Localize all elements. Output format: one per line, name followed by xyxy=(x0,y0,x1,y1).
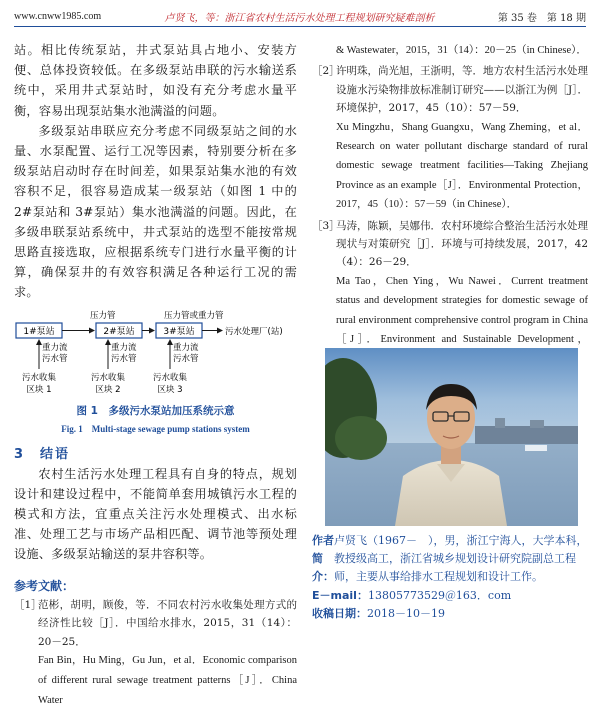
collection-area-2-sub: 区块 2 xyxy=(95,384,121,395)
reference-item xyxy=(14,596,297,710)
author-bio xyxy=(312,532,588,623)
reference-en: & Wastewater，2015，31（14）：20－25（in Chinese）． xyxy=(336,45,587,56)
reference-en: Ma Tao，Chen Ying，Wu Nawei．Current treatment status and development strategies for domestic sewage of rural environment comprehensive control program in China［J］．Environment and Sustainable Development， xyxy=(336,275,588,346)
reference-number: ［2］ xyxy=(312,65,340,78)
received-date-line xyxy=(312,605,588,623)
volume-issue: 第 35 卷 第 18 期 xyxy=(497,12,586,24)
pump-station-1-label: 1#泵站 xyxy=(23,326,55,337)
collection-area-2-label: 污水收集 xyxy=(90,372,126,383)
author-photo xyxy=(325,348,578,526)
reference-item xyxy=(312,42,588,60)
paragraph: 站。相比传统泵站，井式泵站具占地小、安装方便、总体投资较低。在多级泵站串联的污水输送系统中，采用井式泵站时，如没有充分考虑水量平衡，容易出现泵站集水池满溢的问题。 xyxy=(14,43,297,118)
pump-system-figure xyxy=(14,307,297,399)
pump-station-2-label: 2#泵站 xyxy=(103,326,135,337)
left-column xyxy=(14,40,297,710)
pump-system-diagram xyxy=(14,307,297,399)
collection-area-1-sub: 区块 1 xyxy=(26,384,52,395)
right-column xyxy=(312,40,588,369)
reference-item xyxy=(312,217,588,369)
reference-cn: 许明珠，尚光旭，王浙明，等．地方农村生活污水处理设施水污染物排放标准制订研究——以浙江为例［J］．环境保护，2017，45（10）：57－59． xyxy=(336,65,588,115)
running-title: 卢贤飞，等：浙江省农村生活污水处理工程规划研究疑难剖析 xyxy=(164,12,435,24)
page-header xyxy=(14,6,586,27)
section-title: 3 结语 xyxy=(14,446,71,462)
bio-text: 卢贤飞（1967－ ），男，浙江宁海人，大学本科，教授级高工，浙江省城乡规划设计研究院副总工程师，主要从事给排水工程规划和设计工作。 xyxy=(334,534,588,583)
reference-cn: 范彬，胡明，顾俊，等．不同农村污水收集处理方式的经济性比较［J］．中国给水排水，2015，31（14）：20－25． xyxy=(38,598,297,648)
gravity-pipe-label: 污水管 xyxy=(111,353,137,364)
paragraph: 多级泵站串联应充分考虑不同级泵站之间的水量、水泵配置、运行工况等因素，特别要分析在多级泵站启动时存在时间差，如果泵站集水池的有效容积不足，很容易造成某一级泵站（如图 1 中的 2#泵站和 3#泵站）集水池满溢的问题。因此，在多级串联泵站系统中，井式泵站的选型不能按常规思路直接选取，应根据系统专门进行水量平衡的计算，确保泵井的有效容积满足各种运行工况的需求。 xyxy=(14,123,297,300)
paragraph: 农村生活污水处理工程具有自身的特点，规划设计和建设过程中，不能简单套用城镇污水工程的模式和方法，宜重点关注污水处理模式、出水标准、处理工艺与市场产品相匹配、调节池等预处理设施、多级泵站输送的泵井容积等。 xyxy=(14,466,297,562)
date-value: 2018－10－19 xyxy=(367,607,445,621)
collection-area-3-sub: 区块 3 xyxy=(157,384,183,395)
gravity-pipe-label: 污水管 xyxy=(173,353,199,364)
reference-en: Xu Mingzhu，Shang Guangxu，Wang Zheming，et al．Research on water pollutant discharge standard of rural domestic sewage treatment facilities—Taking Zhejiang Province as an example［J］．Environmental Protection，2017，45（10）：57－59（in Chinese）． xyxy=(336,121,588,211)
pump-station-3-label: 3#泵站 xyxy=(163,326,195,337)
figure-caption-en: Fig. 1 Multi-stage sewage pump stations system xyxy=(61,423,250,434)
figure-caption-cn: 图 1 多级污水泵站加压系统示意 xyxy=(76,404,235,417)
treatment-plant-label: 污水处理厂(站) xyxy=(225,326,283,337)
gravity-pipe-label: 重力流 xyxy=(173,342,199,353)
email-value[interactable]: 13805773529＠163．com xyxy=(367,589,512,603)
gravity-pipe-label: 重力流 xyxy=(42,342,68,353)
references-title: 参考文献： xyxy=(14,578,75,593)
bio-label: 作者简介： xyxy=(312,534,334,583)
gravity-pipe-label: 重力流 xyxy=(111,342,137,353)
reference-number: ［1］ xyxy=(14,598,42,611)
reference-number: ［3］ xyxy=(312,219,340,232)
reference-cn: 马涛，陈颖，吴娜伟．农村环境综合整治生活污水处理现状与对策研究［J］．环境与可持续发展，2017，42（4）：26－29． xyxy=(336,219,588,269)
collection-area-1-label: 污水收集 xyxy=(21,372,57,383)
gravity-pipe-label: 污水管 xyxy=(42,353,68,364)
email-label: E－mail： xyxy=(312,589,368,603)
reference-en: Fan Bin，Hu Ming，Gu Jun，et al．Economic comparison of different rural sewage treatment patterns［J］．China Water xyxy=(38,655,297,706)
reference-item xyxy=(312,62,588,214)
pressure-pipe-label: 压力管 xyxy=(90,310,116,321)
date-label: 收稿日期： xyxy=(312,607,367,621)
email-line xyxy=(312,587,588,605)
journal-url[interactable]: www.cnww1985.com xyxy=(14,10,102,22)
pressure-or-gravity-label: 压力管或重力管 xyxy=(164,310,224,321)
collection-area-3-label: 污水收集 xyxy=(152,372,188,383)
